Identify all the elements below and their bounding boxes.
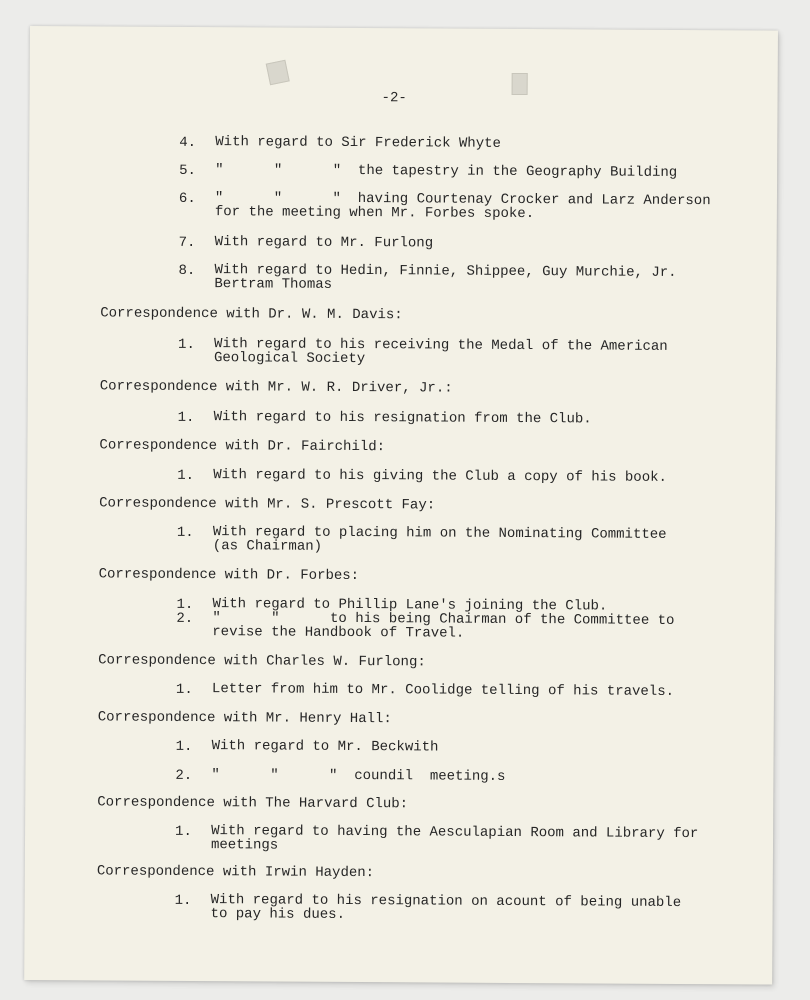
tape-mark xyxy=(266,60,290,86)
item-text: " " " having Courtenay Crocker and Larz Anderson for the meeting when Mr. Forbes spoke. xyxy=(214,190,711,223)
section-heading: Correspondence with Mr. Henry Hall: xyxy=(97,709,392,728)
item-text: With regard to Mr. Furlong xyxy=(214,234,434,252)
section-heading: Correspondence with Dr. W. M. Davis: xyxy=(100,305,403,324)
section-heading: Correspondence with Dr. Forbes: xyxy=(98,566,360,585)
item-text: With regard to Sir Frederick Whyte xyxy=(215,134,501,152)
item-text: With regard to his resignation from the Club. xyxy=(213,409,592,428)
section-heading: Correspondence with Charles W. Furlong: xyxy=(98,652,426,671)
item-text: With regard to Hedin, Finnie, Shippee, Guy Murchie, Jr. Bertram Thomas xyxy=(214,262,677,293)
item-number: 1. xyxy=(174,892,192,910)
section-heading: Correspondence with Irwin Hayden: xyxy=(96,863,375,882)
item-number: 7. xyxy=(178,234,196,252)
item-number: 6. xyxy=(178,190,196,208)
item-number: 4. xyxy=(179,134,197,152)
item-number: 5. xyxy=(179,162,196,180)
item-text: With regard to having the Aesculapian Room and Library for meetings xyxy=(210,823,699,854)
item-number: 1. xyxy=(175,823,192,841)
item-number: 1. xyxy=(177,409,195,427)
page-number: -2- xyxy=(381,90,407,107)
item-text: " " to his being Chairman of the Committee to revise the Handbook of Travel. xyxy=(212,610,675,642)
tape-mark xyxy=(512,73,528,95)
item-text: " " " the tapestry in the Geography Building xyxy=(215,162,678,181)
item-number: 1. xyxy=(175,681,193,699)
item-text: With regard to placing him on the Nominating Committee (as Chairman) xyxy=(212,524,667,555)
item-number: 1. xyxy=(175,738,193,756)
item-number: 1. xyxy=(176,596,194,614)
item-number: 8. xyxy=(178,262,196,280)
item-number: 1. xyxy=(177,467,195,485)
item-number: 2. xyxy=(176,610,194,628)
item-number: 1. xyxy=(176,524,194,542)
item-number: 1. xyxy=(178,336,195,354)
section-heading: Correspondence with The Harvard Club: xyxy=(97,794,409,813)
item-text: With regard to his giving the Club a copy of his book. xyxy=(213,467,667,486)
section-heading: Correspondence with Mr. S. Prescott Fay: xyxy=(99,495,436,514)
document-page xyxy=(24,26,778,985)
item-text: With regard to Phillip Lane's joining the Club. xyxy=(212,596,608,615)
item-text: With regard to his resignation on acount of being unable to pay his dues. xyxy=(210,892,682,923)
section-heading: Correspondence with Mr. W. R. Driver, Jr.: xyxy=(99,378,453,397)
item-text: With regard to Mr. Beckwith xyxy=(211,738,439,756)
item-text: " " " coundil meeting.s xyxy=(211,767,506,785)
item-text: Letter from him to Mr. Coolidge telling of his travels. xyxy=(211,681,675,700)
item-number: 2. xyxy=(175,767,193,785)
section-heading: Correspondence with Dr. Fairchild: xyxy=(99,437,386,456)
item-text: With regard to his receiving the Medal of the American Geological Society xyxy=(213,336,668,368)
